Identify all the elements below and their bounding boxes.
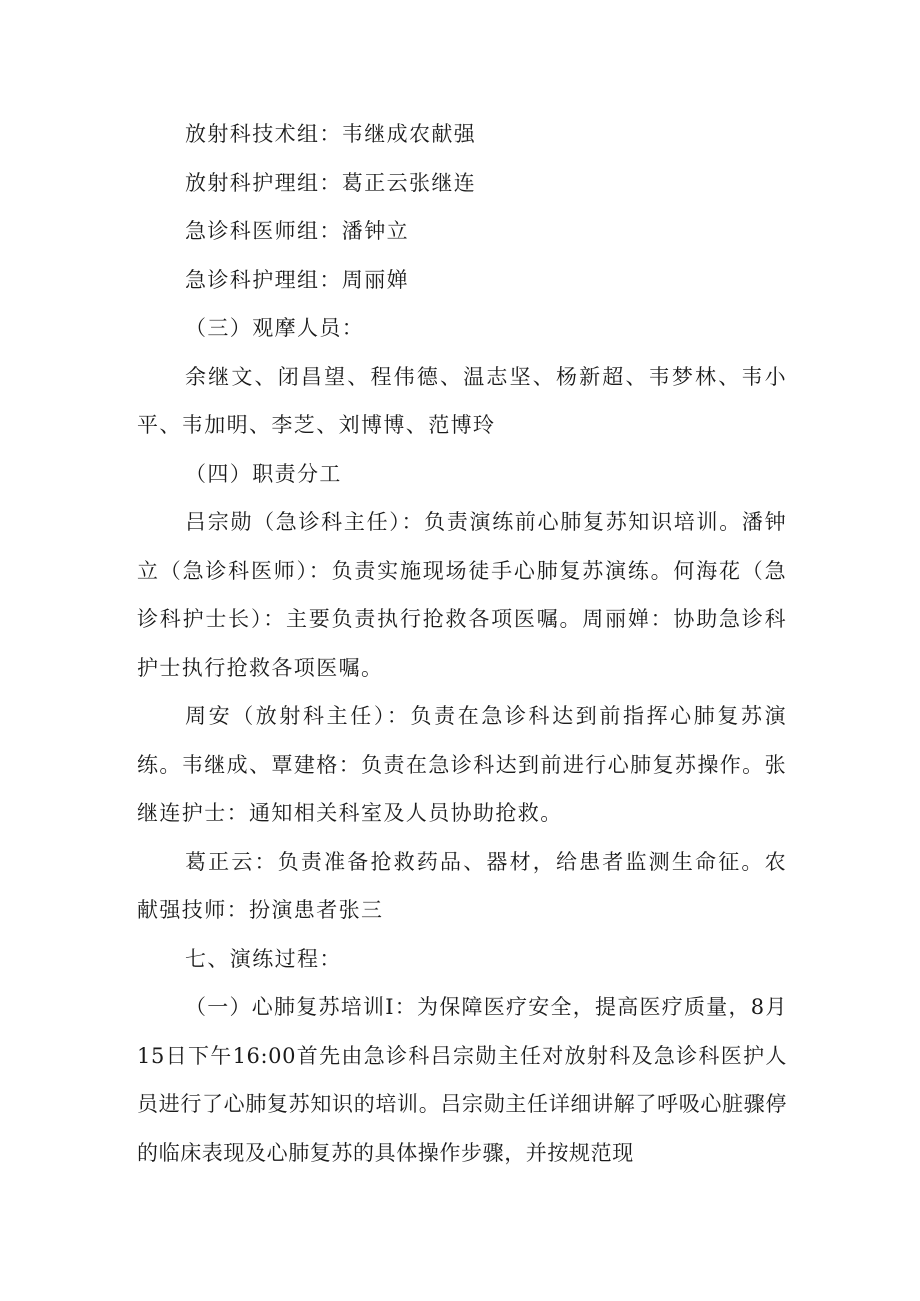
heading-drill-process: 七、演练过程： bbox=[185, 946, 342, 971]
paragraph-radiology-nursing-group: 放射科护理组：葛正云张继连 bbox=[185, 170, 477, 195]
paragraph-radiology-tech-group: 放射科技术组：韦继成农献强 bbox=[185, 122, 477, 146]
paragraph-observer-list: 余继文、闭昌望、程伟德、温志坚、杨新超、韦梦林、韦小平、韦加明、李芝、刘博博、范博玲 bbox=[137, 364, 787, 437]
paragraph-cpr-training: （一）心肺复苏培训Ⅰ：为保障医疗安全，提高医疗质量，8月15日下午16:00首先由急诊科吕宗勋主任对放射科及急诊科医护人员进行了心肺复苏知识的培训。吕宗勋主任详细讲解了呼吸心脏骤停的临床表现及心肺复苏的具体操作步骤，并按规范现 bbox=[137, 995, 787, 1165]
paragraph-support-duties: 葛正云：负责准备抢救药品、器材，给患者监测生命征。农献强技师：扮演患者张三 bbox=[137, 849, 787, 922]
document-body bbox=[137, 110, 787, 1177]
paragraph-emergency-nursing-group: 急诊科护理组：周丽婵 bbox=[185, 267, 409, 292]
paragraph-radiology-duties: 周安（放射科主任）：负责在急诊科达到前指挥心肺复苏演练。韦继成、覃建格：负责在急诊科达到前进行心肺复苏操作。张继连护士：通知相关科室及人员协助抢救。 bbox=[137, 704, 787, 825]
paragraph-emergency-duties: 吕宗勋（急诊科主任）：负责演练前心肺复苏知识培训。潘钟立（急诊科医师）：负责实施现场徒手心肺复苏演练。何海花（急诊科护士长）：主要负责执行抢救各项医嘱。周丽婵：协助急诊科护士执行抢救各项医嘱。 bbox=[137, 510, 787, 680]
paragraph-emergency-physician-group: 急诊科医师组：潘钟立 bbox=[185, 219, 409, 243]
heading-observers: （三）观摩人员： bbox=[185, 316, 365, 340]
heading-responsibilities: （四）职责分工 bbox=[185, 461, 342, 486]
